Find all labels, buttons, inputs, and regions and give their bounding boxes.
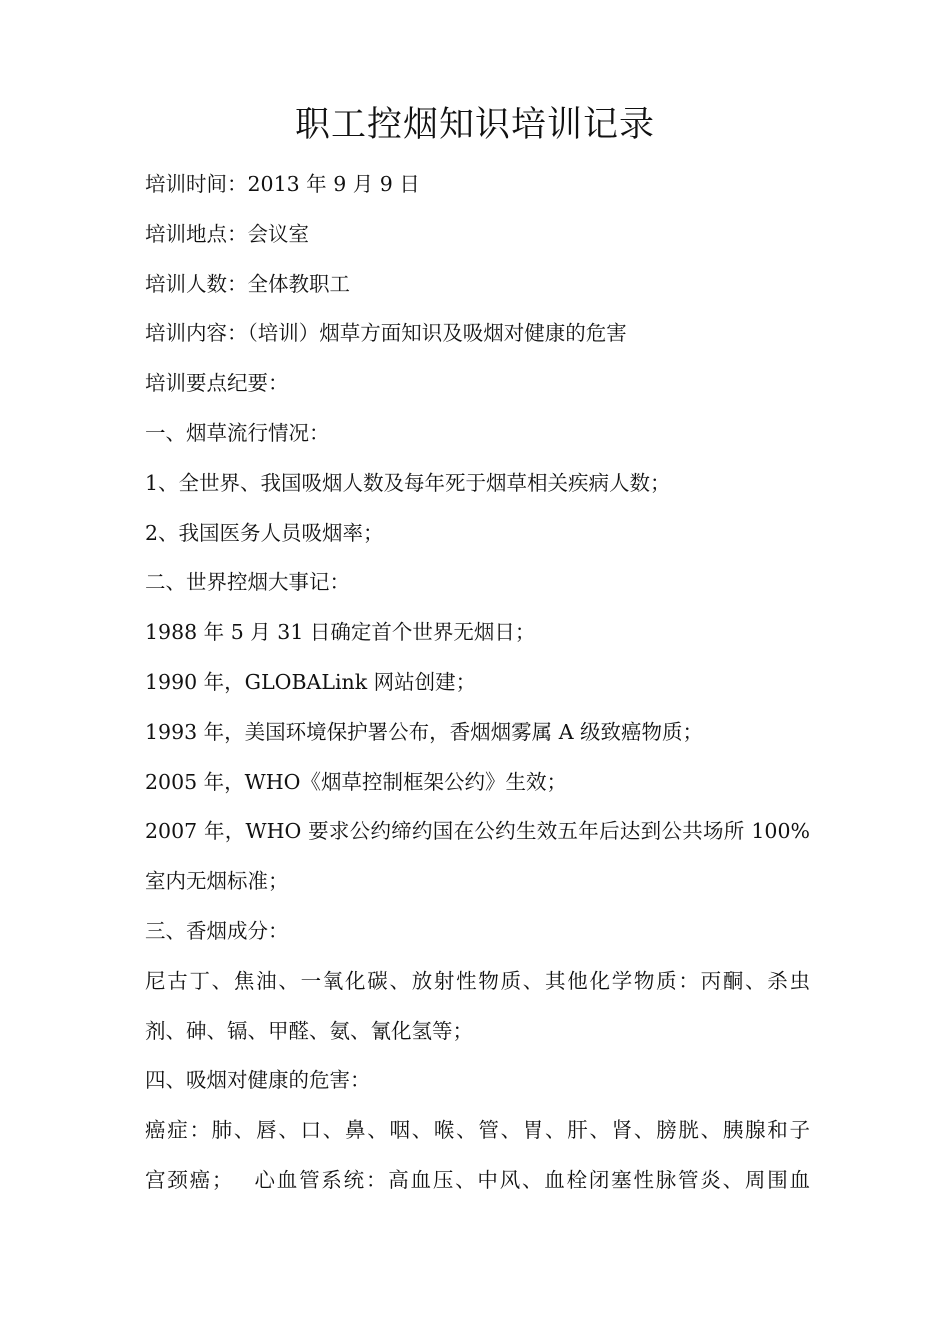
event-line: 1988 年 5 月 31 日确定首个世界无烟日； — [145, 620, 536, 645]
document-body — [145, 160, 810, 1206]
training-summary-heading: 培训要点纪要： — [145, 371, 289, 396]
paragraph-line: 尼古丁、焦油、一氧化碳、放射性物质、其他化学物质：丙酮、杀虫 — [145, 968, 810, 993]
list-item: 1、全世界、我国吸烟人数及每年死于烟草相关疾病人数； — [145, 470, 671, 495]
paragraph-line: 癌症：肺、唇、口、鼻、咽、喉、管、胃、肝、肾、膀胱、胰腺和子 — [145, 1118, 810, 1143]
section-heading-health-hazards: 四、吸烟对健康的危害： — [145, 1068, 371, 1093]
event-line: 1993 年，美国环境保护署公布，香烟烟雾属 A 级致癌物质； — [145, 719, 704, 744]
paragraph-line: 剂、砷、镉、甲醛、氨、氰化氢等； — [145, 1018, 473, 1043]
event-line: 2005 年，WHO《烟草控制框架公约》生效； — [145, 769, 567, 794]
training-attendees-line: 培训人数：全体教职工 — [145, 271, 350, 296]
section-heading-tobacco-prevalence: 一、烟草流行情况： — [145, 420, 330, 445]
document-title: 职工控烟知识培训记录 — [294, 105, 655, 145]
section-heading-tobacco-control-events: 二、世界控烟大事记： — [145, 570, 350, 595]
event-line: 1990 年，GLOBALink 网站创建； — [145, 669, 477, 694]
training-location-line: 培训地点：会议室 — [145, 221, 309, 246]
event-line-continuation: 室内无烟标准； — [145, 869, 289, 894]
list-item: 2、我国医务人员吸烟率； — [145, 520, 384, 545]
training-time-line: 培训时间：2013 年 9 月 9 日 — [145, 172, 420, 196]
event-line: 2007 年，WHO 要求公约缔约国在公约生效五年后达到公共场所 100% — [145, 819, 810, 844]
section-heading-cigarette-ingredients: 三、香烟成分： — [145, 918, 289, 943]
paragraph-line: 宫颈癌； 心血管系统：高血压、中风、血栓闭塞性脉管炎、周围血 — [145, 1167, 810, 1192]
training-content-line: 培训内容：（培训）烟草方面知识及吸烟对健康的危害 — [145, 321, 627, 346]
